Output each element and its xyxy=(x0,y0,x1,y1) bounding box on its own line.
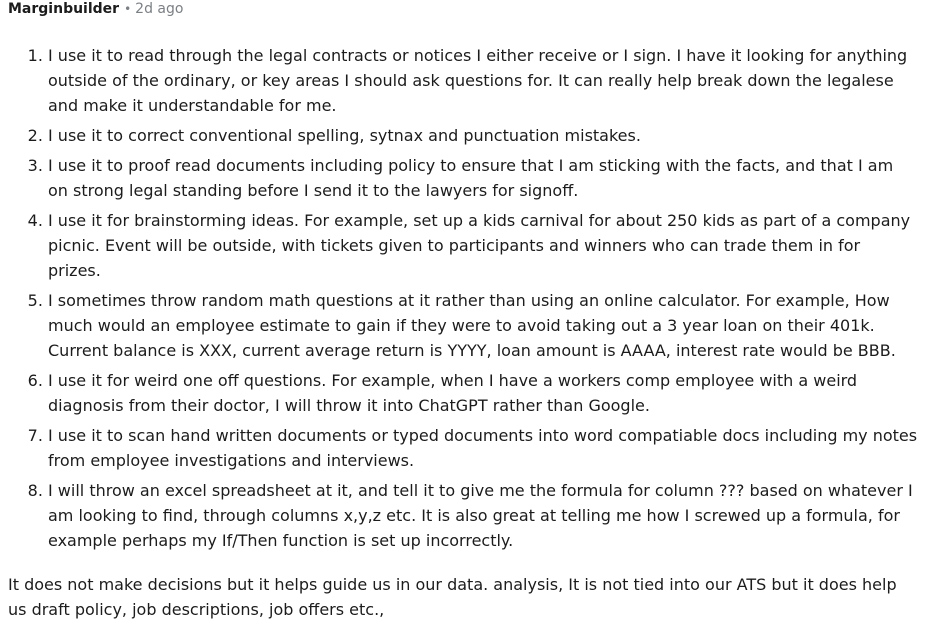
author-name[interactable]: Marginbuilder xyxy=(8,1,120,17)
list-item: 8. I will throw an excel spreadsheet at it, and tell it to give me the formula for column ??? based on whatever I am looking to find, through columns x,y,z etc. It is also great at telling me how I screwed up a formula, for example perhaps my If/Then function is set up incorrectly. xyxy=(48,478,918,553)
list-item: 3. I use it to proof read documents including policy to ensure that I am sticking with the facts, and that I am on strong legal standing before I send it to the lawyers for signoff. xyxy=(48,153,918,203)
list-item: 7. I use it to scan hand written documents or typed documents into word compatiable docs including my notes from employee investigations and interviews. xyxy=(48,423,918,473)
closing-paragraph: It does not make decisions but it helps guide us in our data. analysis, It is not tied into our ATS but it does help us draft policy, job descriptions, job offers etc., xyxy=(8,575,897,619)
meta-separator: • xyxy=(124,2,132,16)
list-item: 6. I use it for weird one off questions. For example, when I have a workers comp employee with a weird diagnosis from their doctor, I will throw it into ChatGPT rather than Google. xyxy=(48,368,918,418)
comment-meta xyxy=(8,0,183,18)
timestamp[interactable]: 2d ago xyxy=(135,1,184,17)
numbered-list xyxy=(48,43,918,558)
list-item: 2. I use it to correct conventional spelling, sytnax and punctuation mistakes. xyxy=(48,123,918,148)
list-item: 5. I sometimes throw random math questions at it rather than using an online calculator. For example, How much would an employee estimate to gain if they were to avoid taking out a 3 year loan on their 401k. Current balance is XXX, current average return is YYYY, loan amount is AAAA, interest rate would be BBB. xyxy=(48,288,918,363)
list-item: 4. I use it for brainstorming ideas. For example, set up a kids carnival for about 250 kids as part of a company picnic. Event will be outside, with tickets given to participants and winners who can trade them in for prizes. xyxy=(48,208,918,283)
list-item: 1. I use it to read through the legal contracts or notices I either receive or I sign. I have it looking for anything outside of the ordinary, or key areas I should ask questions for. It can really help break down the legalese and make it understandable for me. xyxy=(48,43,918,118)
